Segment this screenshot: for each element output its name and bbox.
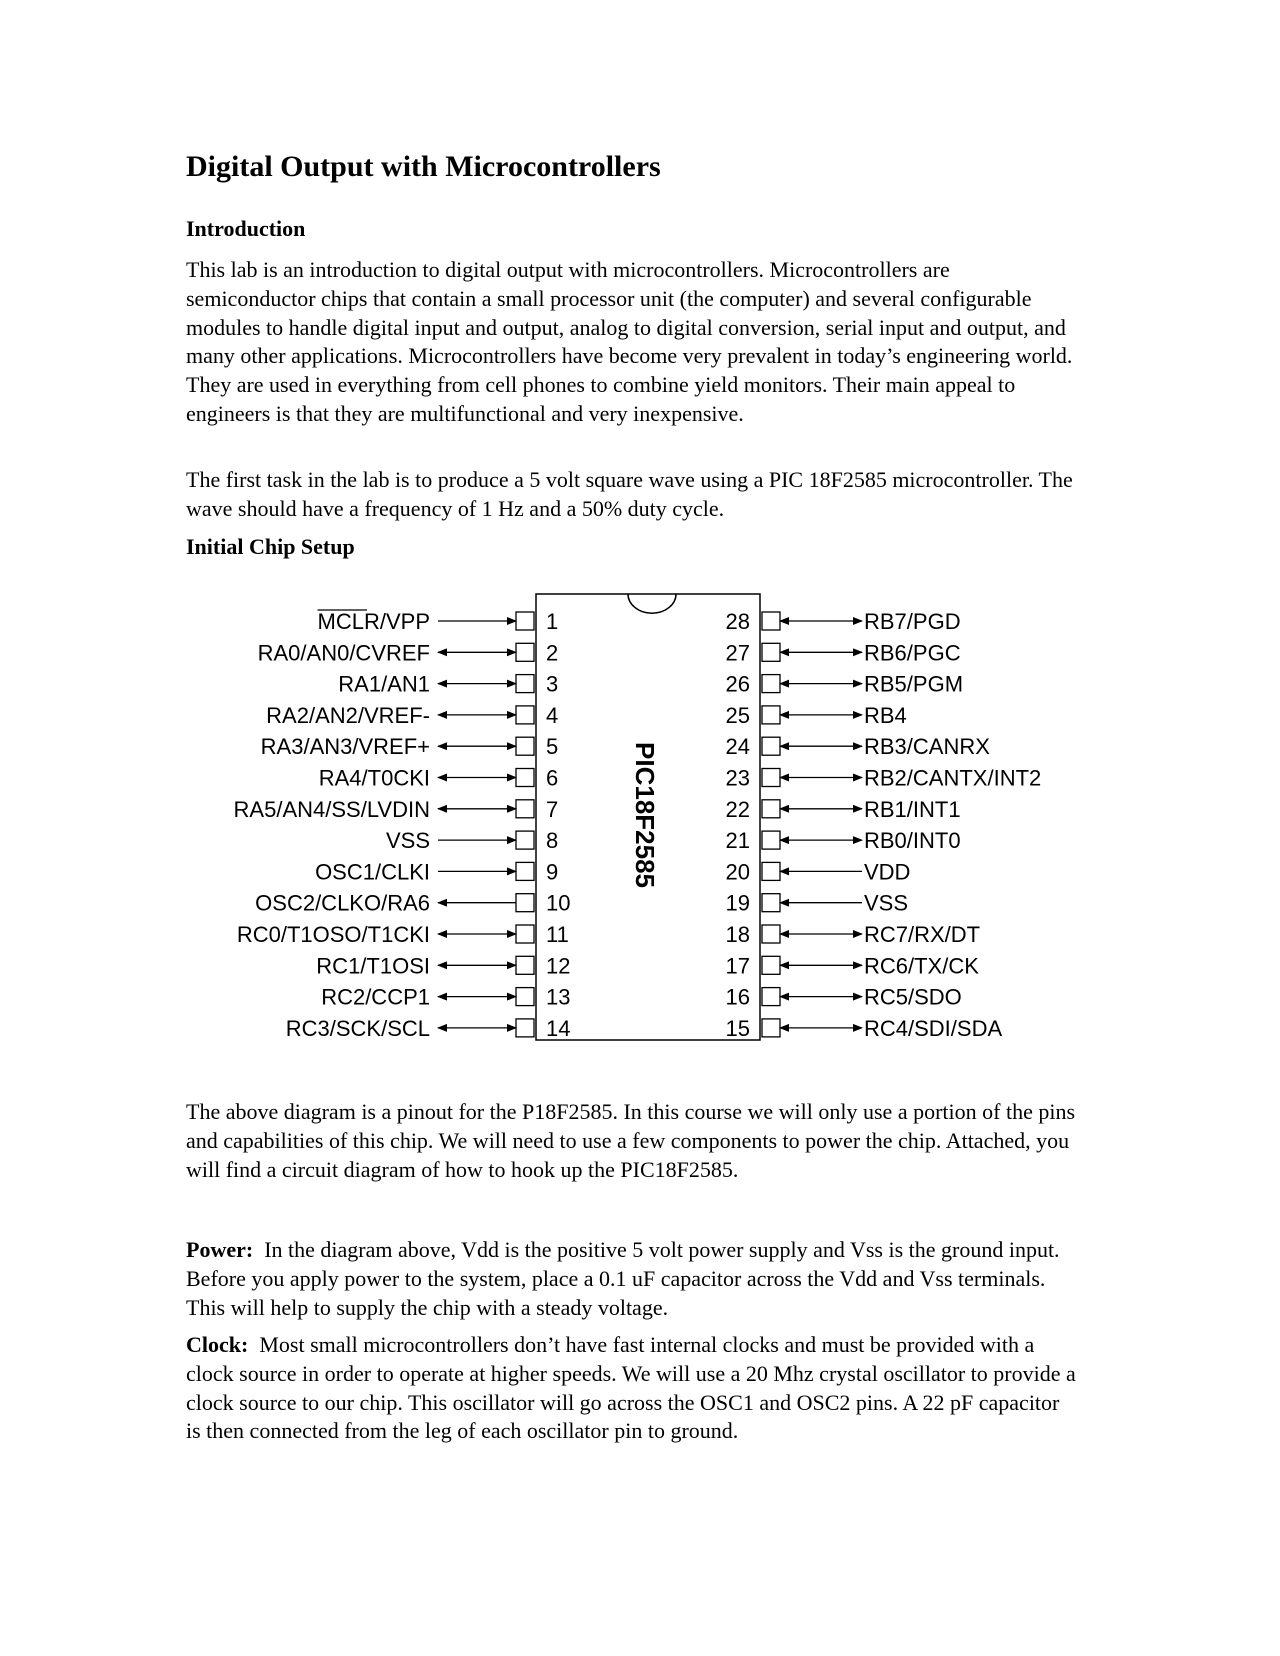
pin-label: RB1/INT1 (864, 796, 961, 822)
pin-label: RC5/SDO (864, 984, 962, 1010)
pin-pad (762, 675, 780, 693)
pin-pad (762, 643, 780, 661)
pin-number: 12 (546, 953, 571, 979)
pin-pad (762, 769, 780, 787)
left-pin-14 (286, 1016, 571, 1041)
right-pin-16 (726, 985, 962, 1010)
pin-pad (516, 675, 534, 693)
pin-label: RC0/T1OSO/T1CKI (236, 922, 430, 947)
intro-paragraph-2: The first task in the lab is to produce a 5 volt square wave using a PIC 18F2585 microcontroller. The wave should have a frequency of 1 Hz and a 50% duty cycle. (186, 467, 1073, 521)
pin-label: RA1/AN1 (338, 671, 430, 697)
pin-pad (762, 862, 780, 880)
pin-number: 15 (725, 1015, 750, 1041)
pin-label: RC2/CCP1 (321, 984, 430, 1010)
clock-text: Most small microcontrollers don’t have fast internal clocks and must be provided with a clock source in order to operate at higher speeds. We will use a 20 Mhz crystal oscillator to provide a clock source to our chip. This oscillator will go across the OSC1 and OSC2 pins. A 22 pF capacitor is then connected from the leg of each oscillator pin to ground. (186, 1332, 1076, 1444)
pin-number: 7 (546, 796, 559, 822)
left-pin-11 (237, 922, 569, 947)
pin-number: 25 (725, 702, 750, 728)
pin-label: RB5/PGM (864, 671, 964, 697)
left-pin-12 (316, 953, 570, 978)
intro-paragraph-1: This lab is an introduction to digital output with microcontrollers. Microcontrollers are semiconductor chips that contain a small processor unit (the computer) and several configurable modules to handle digital input and output, analog to digital conversion, serial input and output, and many other applications. Microcontrollers have become very prevalent in today’s engineering world. They are used in everything from cell phones to combine yield monitors. Their main appeal to engineers is that they are multifunctional and very inexpensive. (186, 257, 1073, 426)
pin-pad (762, 894, 780, 912)
pin-pad (762, 988, 780, 1006)
pin-number: 18 (725, 922, 750, 947)
right-pin-28 (726, 609, 961, 634)
pin-number: 26 (725, 671, 750, 697)
pin-pad (762, 737, 780, 755)
right-pin-24 (726, 734, 991, 759)
pin-pad (516, 612, 534, 630)
pin-number: 14 (546, 1015, 571, 1041)
pin-number: 21 (725, 828, 750, 854)
setup-paragraph-1: The above diagram is a pinout for the P18F2585. In this course we will only use a portion of the pins and capabilities of this chip. We will need to use a few components to power the chip. Attached, you will find a circuit diagram of how to hook up the PIC18F2585. (186, 1099, 1076, 1182)
pin-pad (516, 769, 534, 787)
pin-number: 11 (546, 922, 569, 947)
pin-label: VSS (385, 828, 430, 854)
right-pin-23 (726, 766, 1042, 791)
pin-label: RB0/INT0 (864, 828, 961, 854)
pin-label: OSC1/CLKI (315, 859, 430, 885)
right-pin-15 (726, 1016, 1003, 1041)
pin-label: RC1/T1OSI (316, 953, 430, 979)
pin-number: 4 (546, 702, 559, 728)
pin-pad (762, 612, 780, 630)
pin-label: RC7/RX/DT (864, 922, 981, 947)
pin-number: 13 (546, 984, 571, 1010)
section-heading-setup: Initial Chip Setup (186, 534, 355, 559)
pin-label: RC4/SDI/SDA (864, 1015, 1003, 1041)
power-label: Power: (186, 1237, 254, 1262)
pin-pad (762, 956, 780, 974)
right-pin-26 (726, 672, 964, 697)
right-pin-27 (726, 640, 961, 665)
left-pin-column (234, 609, 571, 1041)
left-pin-5 (261, 734, 559, 759)
pin-pad (762, 831, 780, 849)
pin-number: 9 (546, 859, 559, 885)
pin-label: RA2/AN2/VREF- (266, 702, 430, 728)
pin-number: 5 (546, 734, 559, 760)
pin-number: 10 (546, 890, 571, 916)
pin-pad (516, 988, 534, 1006)
pin-pad (762, 925, 780, 943)
chip-name-label: PIC18F2585 (630, 742, 660, 888)
pin-label: RA0/AN0/CVREF (257, 640, 430, 666)
pin-label: RB6/PGC (864, 640, 961, 666)
right-pin-column (726, 609, 1042, 1041)
clock-paragraph (186, 1331, 1076, 1446)
right-pin-22 (726, 797, 961, 822)
pin-pad (516, 956, 534, 974)
pin-number: 23 (725, 765, 750, 791)
pin-label: RA5/AN4/SS/LVDIN (233, 796, 430, 822)
pin-pad (516, 800, 534, 818)
left-pin-7 (234, 797, 559, 822)
pin-number: 6 (546, 765, 559, 791)
pin-label: VDD (864, 859, 911, 885)
pin-pad (516, 737, 534, 755)
pin-label: VSS (864, 890, 909, 916)
pin-label: RB4 (864, 702, 907, 728)
left-pin-9 (315, 859, 558, 884)
pin-label: RA4/T0CKI (318, 765, 430, 791)
pin-pad (762, 800, 780, 818)
pin-label: RC3/SCK/SCL (285, 1015, 430, 1041)
pin-number: 16 (725, 984, 750, 1010)
right-pin-21 (726, 828, 961, 853)
pin-label: RB7/PGD (864, 609, 961, 634)
left-pin-3 (338, 672, 558, 697)
pin-pad (516, 894, 534, 912)
pin-number: 28 (725, 609, 750, 634)
pin-pad (516, 643, 534, 661)
pin-label: RB2/CANTX/INT2 (864, 765, 1042, 791)
pin-number: 22 (725, 796, 750, 822)
pin-label: OSC2/CLKO/RA6 (255, 890, 430, 916)
pin-number: 2 (546, 640, 559, 666)
pin-number: 8 (546, 828, 559, 854)
clock-label: Clock: (186, 1332, 249, 1357)
left-pin-2 (258, 640, 559, 665)
pin-number: 1 (546, 609, 559, 634)
left-pin-10 (255, 891, 570, 916)
left-pin-13 (321, 985, 570, 1010)
pin-pad (762, 1019, 780, 1037)
left-pin-1 (318, 609, 559, 634)
pin-number: 24 (725, 734, 750, 760)
pin-number: 20 (725, 859, 750, 885)
pin-number: 19 (725, 890, 750, 916)
pin-pad (762, 706, 780, 724)
pin-label: RB3/CANRX (864, 734, 990, 760)
pin-label: RA3/AN3/VREF+ (260, 734, 430, 760)
left-pin-6 (319, 766, 559, 791)
pin-label: RC6/TX/CK (864, 953, 979, 979)
pin-pad (516, 925, 534, 943)
pin-pad (516, 862, 534, 880)
left-pin-8 (386, 828, 558, 853)
pin-pad (516, 706, 534, 724)
pin-pad (516, 831, 534, 849)
page-title: Digital Output with Microcontrollers (186, 150, 661, 183)
right-pin-17 (726, 953, 980, 978)
power-text: In the diagram above, Vdd is the positive 5 volt power supply and Vss is the ground input. Before you apply power to the system, place a 0.1 uF capacitor across the Vdd and Vss terminals. This will help to supply the chip with a steady voltage. (186, 1237, 1060, 1320)
section-heading-introduction: Introduction (186, 216, 306, 241)
right-pin-18 (726, 922, 981, 947)
pin-number: 3 (546, 671, 559, 697)
pin-number: 27 (725, 640, 750, 666)
pin-pad (516, 1019, 534, 1037)
power-paragraph (186, 1236, 1076, 1322)
pin-label: MCLR/VPP (317, 609, 430, 634)
pin-number: 17 (725, 953, 750, 979)
left-pin-4 (266, 703, 558, 728)
